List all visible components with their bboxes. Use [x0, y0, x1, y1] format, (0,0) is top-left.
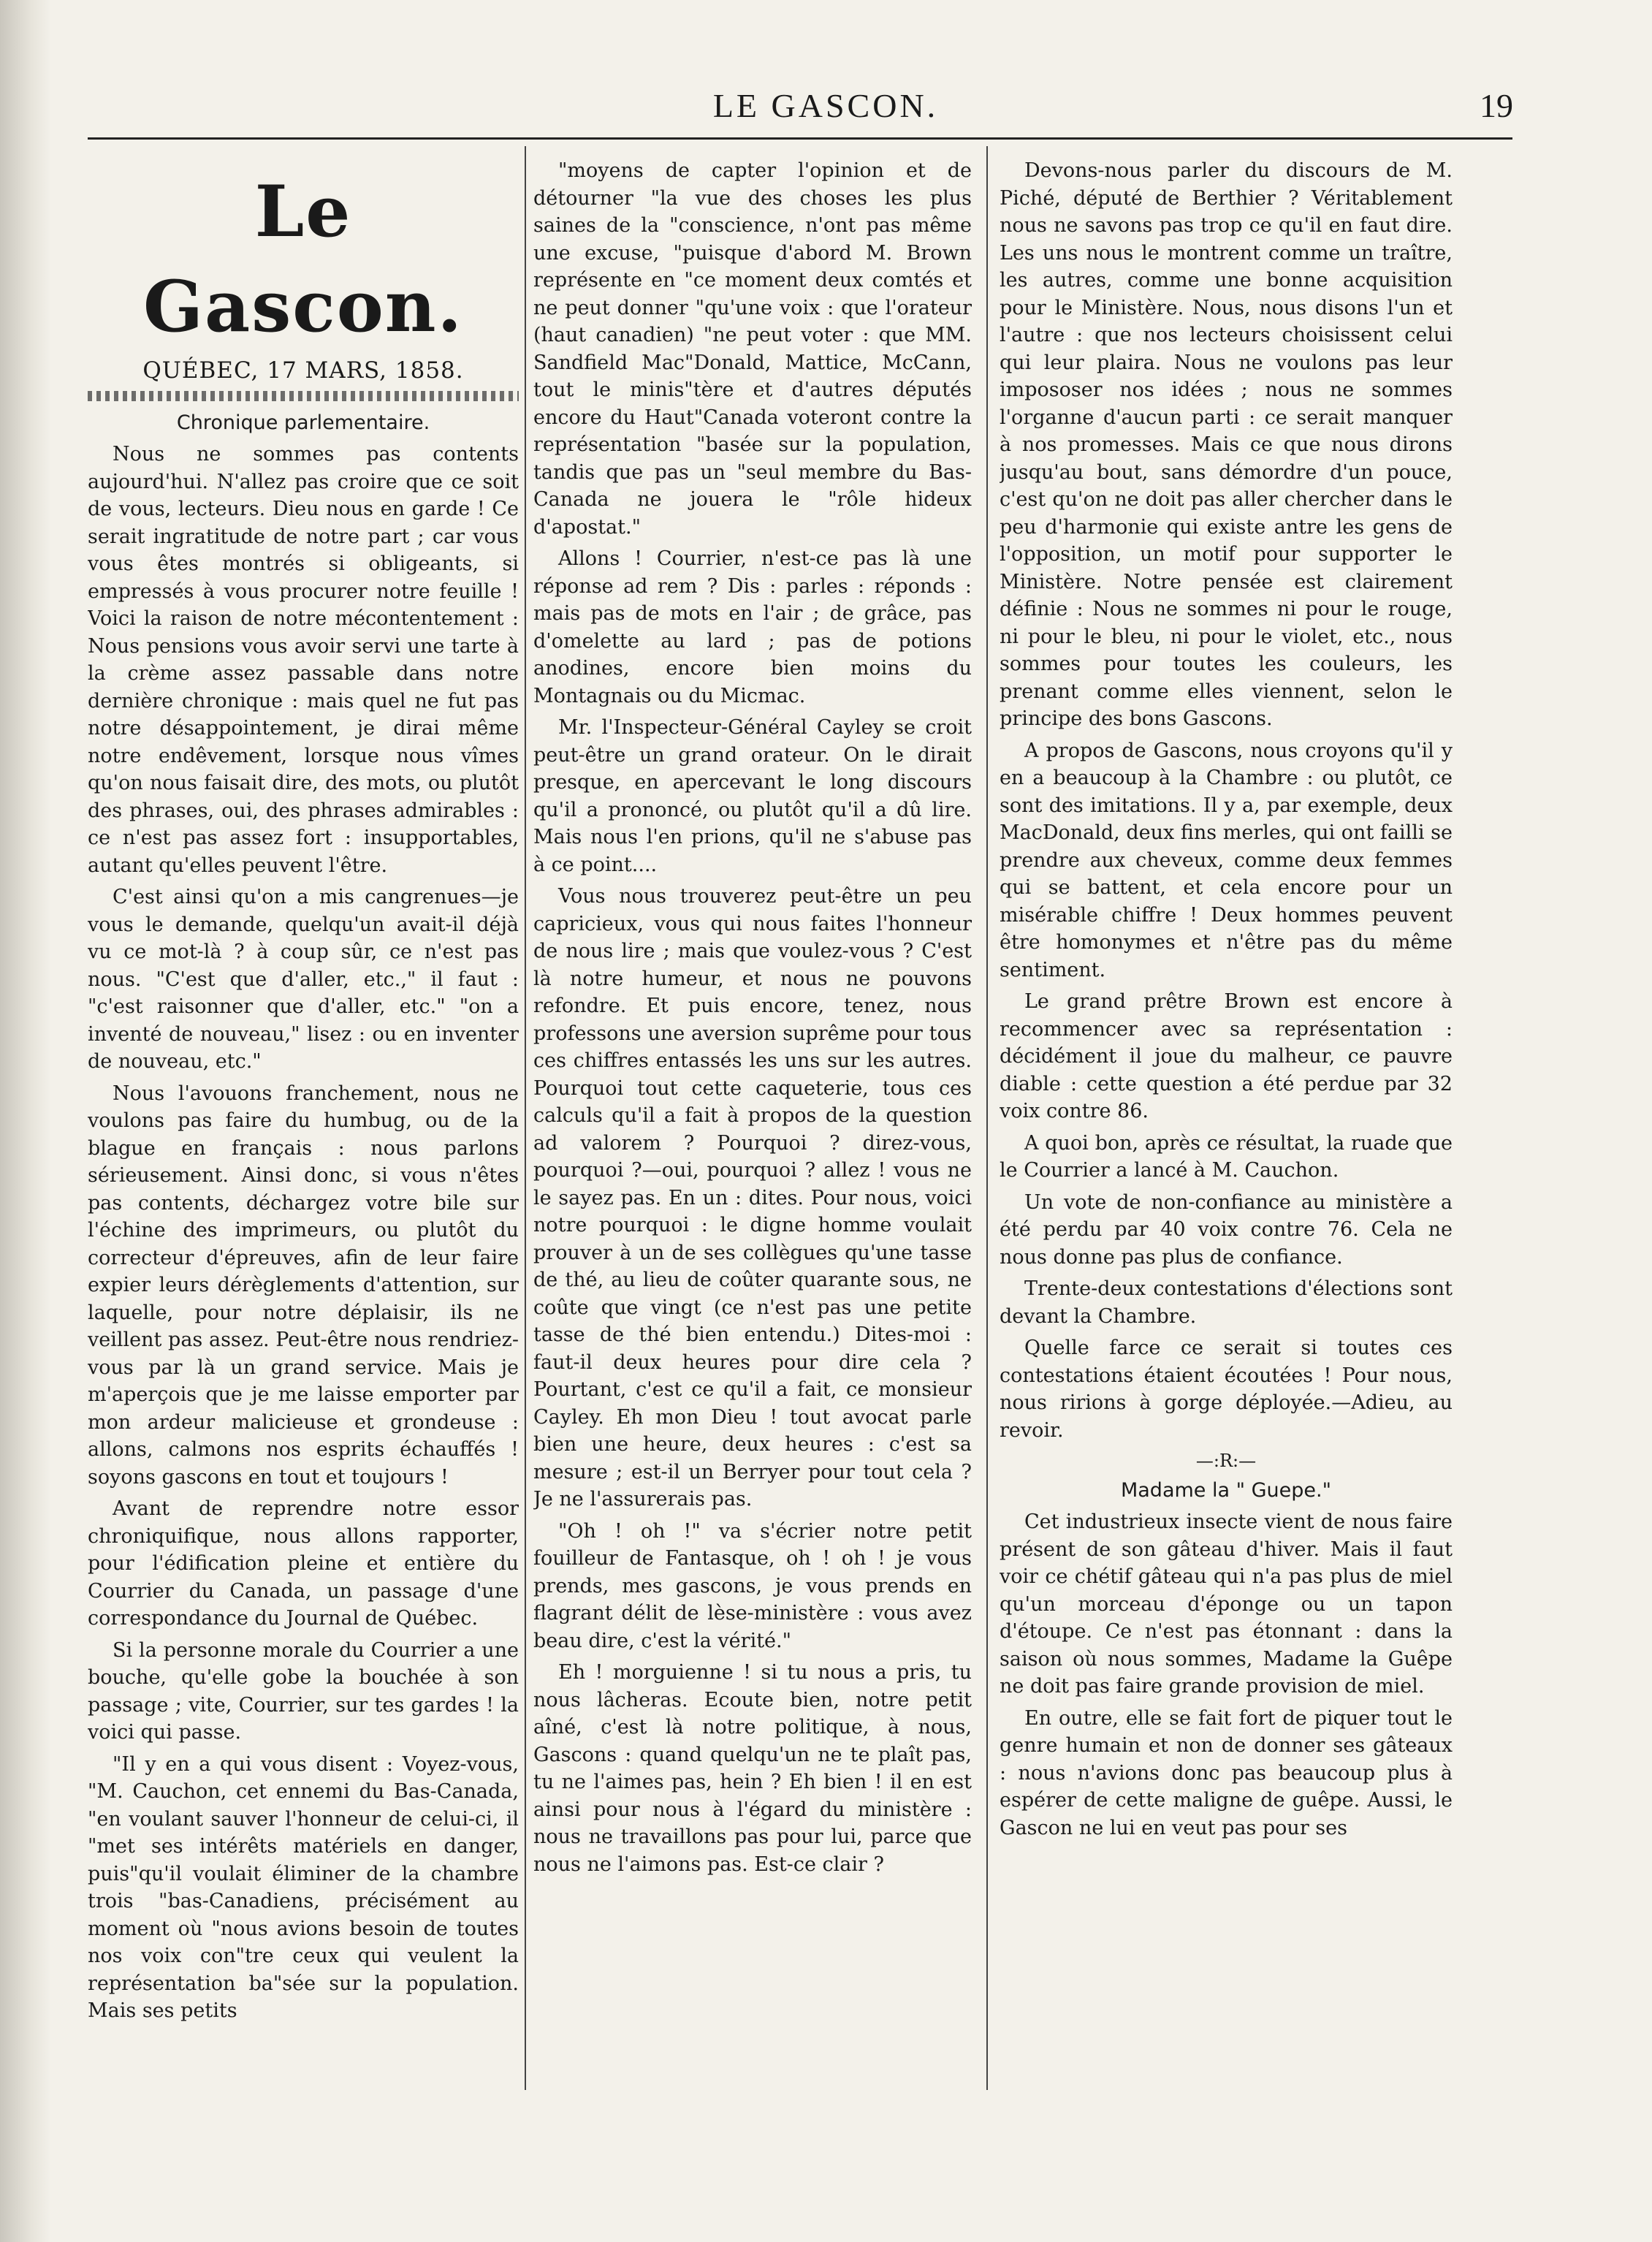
paragraph: C'est ainsi qu'on a mis cangrenues—je vous le demande, quelqu'un avait-il déjà vu ce mot-là ? à coup sûr, ce n'est pas nous. "C'est que d'aller, etc.," il faut : "c'est raisonner que d'aller, etc." "on a inventé de nouveau," lisez : ou en inventer de nouveau, etc.": [88, 886, 519, 1073]
dateline: QUÉBEC, 17 MARS, 1858.: [142, 357, 464, 384]
section-title: Chronique parlementaire.: [176, 411, 430, 434]
section-title: Madame la " Guepe.": [1120, 1479, 1332, 1502]
paragraph: Un vote de non-confiance au ministère a été perdu par 40 voix contre 76. Cela ne nous donne pas plus de confiance.: [1000, 1190, 1453, 1269]
paragraph: Si la personne morale du Courrier a une bouche, qu'elle gobe la bouchée à son passage ; vite, Courrier, sur tes gardes ! la voici qui passe.: [88, 1638, 519, 1744]
paragraph: Quelle farce ce serait si toutes ces contestations étaient écoutées ! Pour nous, nous ririons à gorge déployée.—Adieu, au revoir.: [1000, 1337, 1453, 1442]
paragraph: A quoi bon, après ce résultat, la ruade que le Courrier a lancé à M. Cauchon.: [1000, 1131, 1453, 1182]
paragraph: "moyens de capter l'opinion et de détourner "la vue des choses les plus saines de la "conscience, n'ont pas même une excuse, "puisque d'abord M. Brown représente en "ce moment deux comtés et ne peut donner "qu'une voix : que l'orateur (haut canadien) "ne peut voter : que MM. Sandfield Mac"Donald, Mattice, McCann, tout le minis"tère et d'autres députés encore du Haut"Canada voteront contre la représentation "basée sur la population, tandis que pas un "seul membre du Bas-Canada ne jouera le "rôle hideux d'apostat.": [533, 159, 972, 539]
paragraph: Cet industrieux insecte vient de nous faire présent de son gâteau d'hiver. Mais il faut voir ce chétif gâteau qui n'a pas plus de miel qu'un morceau d'éponge ou un tapon d'étoupe. Ce n'est pas étonnant : dans la saison où nous sommes, Madame la Guêpe ne doit pas faire grande provision de miel.: [1000, 1510, 1453, 1698]
ornament-divider: —:R:—: [1195, 1451, 1257, 1471]
paragraph: Eh ! morguienne ! si tu nous a pris, tu nous lâcheras. Ecoute bien, notre petit aîné, c'est là notre politique, à nous, Gascons : quand quelqu'un ne te plaît pas, tu ne l'aimes pas, hein ? Eh bien ! il en est ainsi pour nous à l'égard du ministère : nous ne travaillons pas pour lui, parce que nous ne l'aimons pas. Est-ce clair ?: [533, 1661, 972, 1876]
page-number: 19: [1480, 87, 1513, 124]
paragraph: Mr. l'Inspecteur-Général Cayley se croit peut-être un grand orateur. On le dirait presque, en apercevant le long discours qu'il a prononcé, ou plutôt qu'il a dû lire. Mais nous l'en prions, qu'il ne s'abuse pas à ce point....: [533, 716, 972, 876]
paragraph: Allons ! Courrier, n'est-ce pas là une réponse ad rem ? Dis : parles : réponds : mais pas de mots en l'air ; de grâce, pas d'omelette au lard ; pas de potions anodines, encore bien moins du Montagnais ou du Micmac.: [533, 547, 972, 707]
column-1: [88, 157, 519, 2086]
running-title: LE GASCON.: [712, 87, 939, 124]
column-2: [533, 157, 972, 2086]
paragraph: En outre, elle se fait fort de piquer tout le genre humain et non de donner ses gâteaux : nous n'avions donc pas beaucoup plus à espérer de cette maligne de guêpe. Aussi, le Gascon ne lui en veut pas pour ses: [1000, 1706, 1453, 1839]
wavy-rule: [88, 391, 519, 401]
running-head: [0, 86, 1652, 145]
paragraph: "Oh ! oh !" va s'écrier notre petit fouilleur de Fantasque, oh ! oh ! je vous prends, mes gascons, je vous prends en flagrant délit de lèse-ministère : vous avez beau dire, c'est la vérité.": [533, 1519, 972, 1652]
column-divider: [986, 146, 988, 2090]
paragraph: Trente-deux contestations d'élections sont devant la Chambre.: [1000, 1277, 1453, 1328]
paragraph: Nous ne sommes pas contents aujourd'hui. N'allez pas croire que ce soit de vous, lecteurs. Dieu nous en garde ! Ce serait ingratitude de notre part ; car vous vous êtes montrés si obligeants, si empressés à vous procurer notre feuille ! Voici la raison de notre mécontentement : Nous pensions vous avoir servi une tarte à la crème assez passable dans notre dernière chronique : mais quel ne fut pas notre désappointement, je dirai même notre endêvement, lorsque nous vîmes qu'on nous faisait dire, des mots, ou plutôt des phrases, oui, des phrases admirables : ce n'est pas assez fort : insupportables, autant qu'elles peuvent l'être.: [88, 443, 519, 877]
paragraph: Avant de reprendre notre essor chroniquifique, nous allons rapporter, pour l'édification pleine et entière du Courrier du Canada, un passage d'une correspondance du Journal de Québec.: [88, 1497, 519, 1630]
header-rule: [88, 137, 1512, 140]
paragraph: Le grand prêtre Brown est encore à recommencer avec sa représentation : décidément il joue du malheur, ce pauvre diable : cette question a été perdue par 32 voix contre 86.: [1000, 990, 1453, 1122]
column-3: [1000, 157, 1453, 2086]
paragraph: A propos de Gascons, nous croyons qu'il y en a beaucoup à la Chambre : ou plutôt, ce sont des imitations. Il y a, par exemple, deux MacDonald, deux fins merles, qui ont failli se prendre aux cheveux, comme deux femmes qui se battent, et cela encore pour un misérable chiffre ! Deux hommes peuvent être homonymes et n'être pas du même sentiment.: [1000, 739, 1453, 981]
masthead-title: Le Gascon.: [143, 170, 463, 348]
column-divider: [525, 146, 526, 2090]
paragraph: Nous l'avouons franchement, nous ne voulons pas faire du humbug, ou de la blague en français : nous parlons sérieusement. Ainsi donc, si vous n'êtes pas contents, déchargez votre bile sur l'échine des imprimeurs, ou plutôt du correcteur d'épreuves, afin de leur faire expier leurs dérèglements d'attention, sur laquelle, pour notre déplaisir, ils ne veillent pas assez. Peut-être nous rendriez-vous par là un grand service. Mais je m'aperçois que je me laisse emporter par mon ardeur malicieuse et grondeuse : allons, calmons nos esprits échauffés ! soyons gascons en tout et toujours !: [88, 1082, 519, 1489]
scan-edge-shadow: [0, 0, 51, 2242]
paragraph: Devons-nous parler du discours de M. Piché, député de Berthier ? Véritablement nous ne savons pas trop ce qu'il en faut dire. Les uns nous le montrent comme un traître, les autres, comme une bonne acquisition pour le Ministère. Nous, nous disons l'un et l'autre : que nos lecteurs choisissent celui qui leur plaira. Nous ne voulons pas leur impososer nos idées ; nous ne sommes l'organne d'aucun parti : ce serait manquer à nos promesses. Mais ce que nous dirons jusqu'au bout, sans démordre d'un pouce, c'est qu'on ne doit pas aller chercher dans le peu d'harmonie qui existe antre les gens de l'opposition, un motif pour supporter le Ministère. Notre pensée est clairement définie : Nous ne sommes ni pour le rouge, ni pour le bleu, ni pour le violet, etc., nous sommes pour toutes les couleurs, les prenant comme elles viennent, selon le principe des bons Gascons.: [1000, 159, 1453, 730]
paragraph: "Il y en a qui vous disent : Voyez-vous, "M. Cauchon, cet ennemi du Bas-Canada, "en voulant sauver l'honneur de celui-ci, il "met ses intérêts matériels en danger, puis"qu'il voulait éliminer de la chambre trois "bas-Canadiens, précisément au moment où "nous avions besoin de toutes nos voix con"tre ceux qui veulent la représentation ba"sée sur la population. Mais ses petits: [88, 1752, 519, 2022]
paragraph: Vous nous trouverez peut-être un peu capricieux, vous qui nous faites l'honneur de nous lire ; mais que voulez-vous ? C'est là notre humeur, et nous ne pouvons refondre. Et puis encore, tenez, nous professons une aversion suprême pour tous ces chiffres entassés les uns sur les autres. Pourquoi tout cette caqueterie, tous ces calculs qu'il a fait à propos de la question ad valorem ? Pourquoi ? direz-vous, pourquoi ?—oui, pourquoi ? allez ! vous ne le sayez pas. En un : dites. Pour nous, voici notre pourquoi : le digne homme voulait prouver à un de ses collègues qu'une tasse de thé, au lieu de coûter quarante sous, ne coûte que vingt (ce n'est pas une petite tasse de thé bien entendu.) Dites-moi : faut-il deux heures pour dire cela ? Pourtant, c'est ce qu'il a fait, ce monsieur Cayley. Eh mon Dieu ! tout avocat parle bien une heure, deux heures : c'est sa mesure ; est-il un Berryer pour tout cela ? Je ne l'assurerais pas.: [533, 885, 972, 1510]
